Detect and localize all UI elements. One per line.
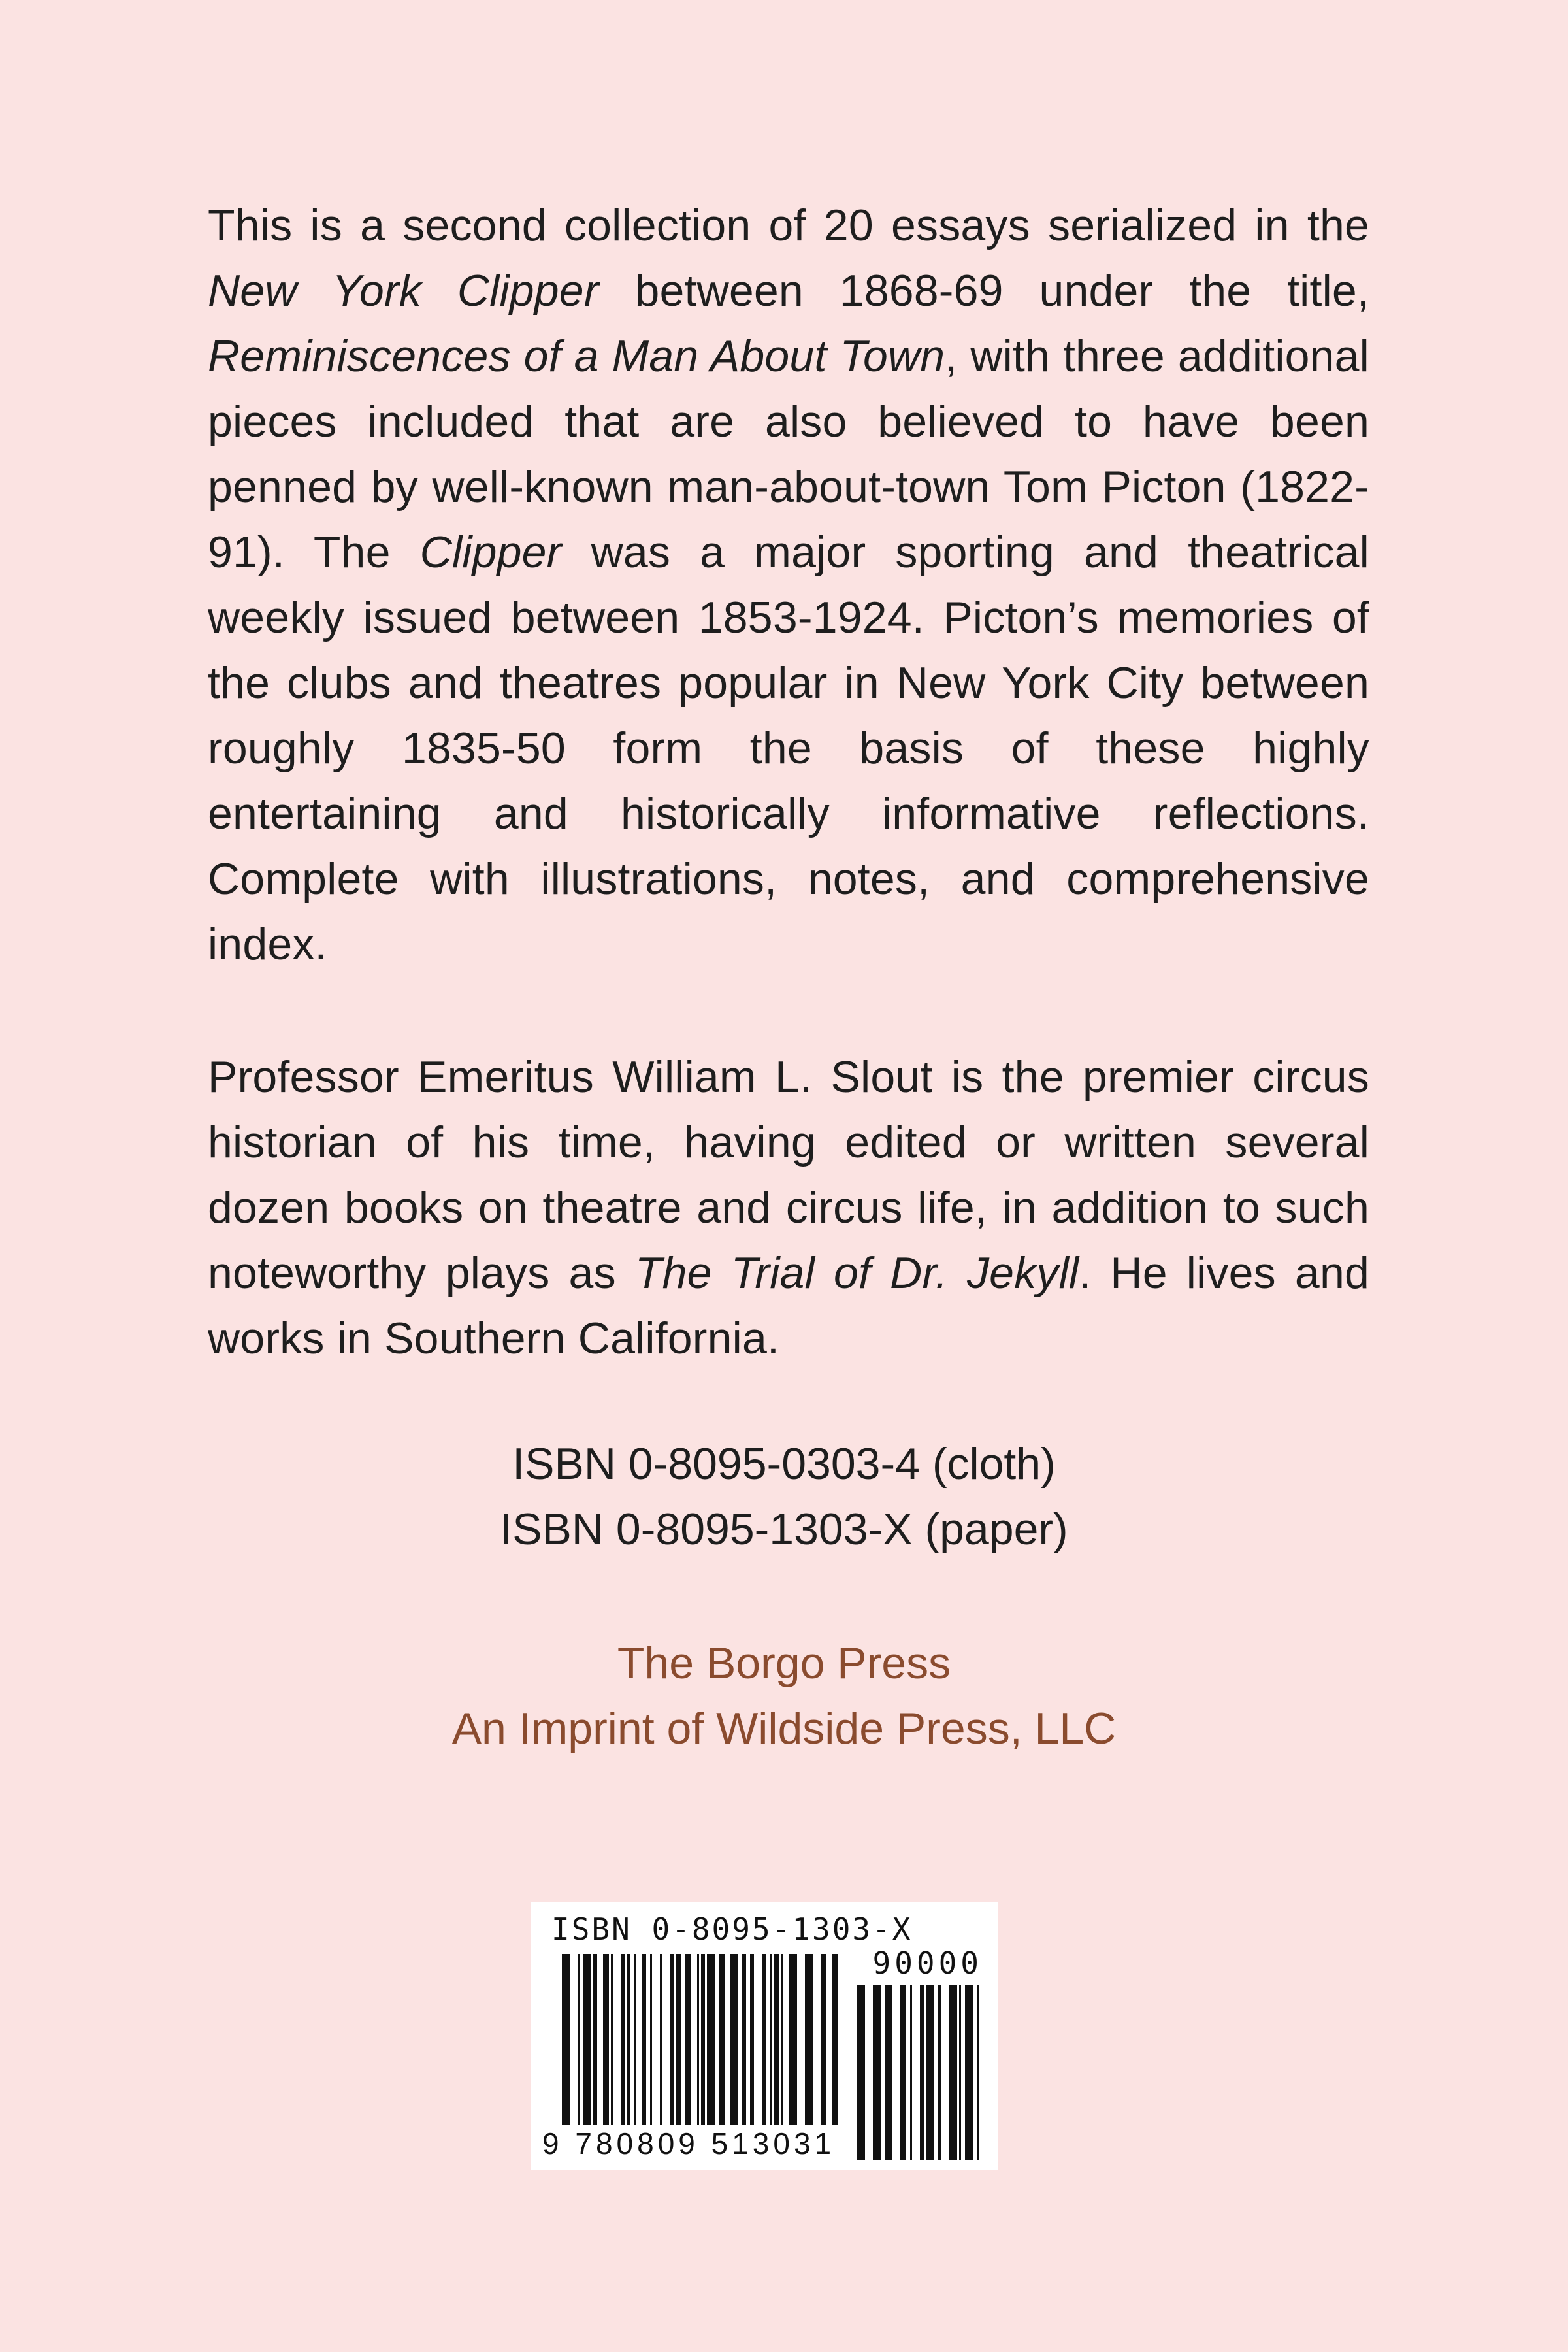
description-text: , with three additional pieces included that are also believed to have been penned by well-known man-about-town Tom Picton (1822-91). The [208,331,1369,577]
isbn-paper: ISBN 0-8095-1303-X (paper) [500,1504,1068,1554]
barcode-bar [926,1985,934,2160]
barcode-bar [885,1985,892,2160]
barcode-bar [977,1985,979,2160]
barcode [531,1902,998,2170]
barcode-bar [938,1985,941,2160]
author-bio [208,1044,1369,1371]
barcode-bar [857,1985,865,2160]
barcode-bar [910,1985,912,2160]
play-title: The Trial of Dr. Jekyll [634,1248,1079,1298]
barcode-bar [965,1985,973,2160]
bio-text: . He lives and works in Southern California. [208,1248,1369,1363]
description-text: between 1868-69 under the title, [598,266,1369,316]
publisher-block [0,1631,1568,1761]
isbn-block [0,1431,1568,1562]
newspaper-short-title: Clipper [419,527,562,577]
barcode-bar [900,1985,906,2160]
barcode-bar [959,1985,961,2160]
barcode-addon-digits: 90000 [872,1946,983,1981]
barcode-bar [949,1985,957,2160]
barcode-ean-digits: 9 780809 513031 [542,2125,839,2162]
description-text: was a major sporting and theatrical weekly issued between 1853-1924. Picton’s memories of the clubs and theatres popular in New York City between roughly 1835-50 form the basis of these highly entertaining and historically informative reflections. Complete with illustrations, notes, and comprehensive index. [208,527,1369,969]
barcode-isbn-label: ISBN 0-8095-1303-X [551,1912,913,1947]
publisher-imprint: An Imprint of Wildside Press, LLC [451,1704,1117,1753]
bio-text: Professor Emeritus William L. Slout is the premier circus historian of his time, having edited or written several dozen books on theatre and circus life, in addition to such noteworthy plays as [208,1052,1369,1298]
series-title: Reminiscences of a Man About Town [208,331,945,381]
isbn-cloth: ISBN 0-8095-0303-4 (cloth) [512,1439,1056,1489]
barcode-bar [920,1985,924,2160]
book-description [208,193,1369,977]
description-text: This is a second collection of 20 essays serialized in the [208,201,1369,250]
barcode-bar [873,1985,881,2160]
publisher-name: The Borgo Press [617,1638,951,1688]
newspaper-title: New York Clipper [208,266,599,316]
